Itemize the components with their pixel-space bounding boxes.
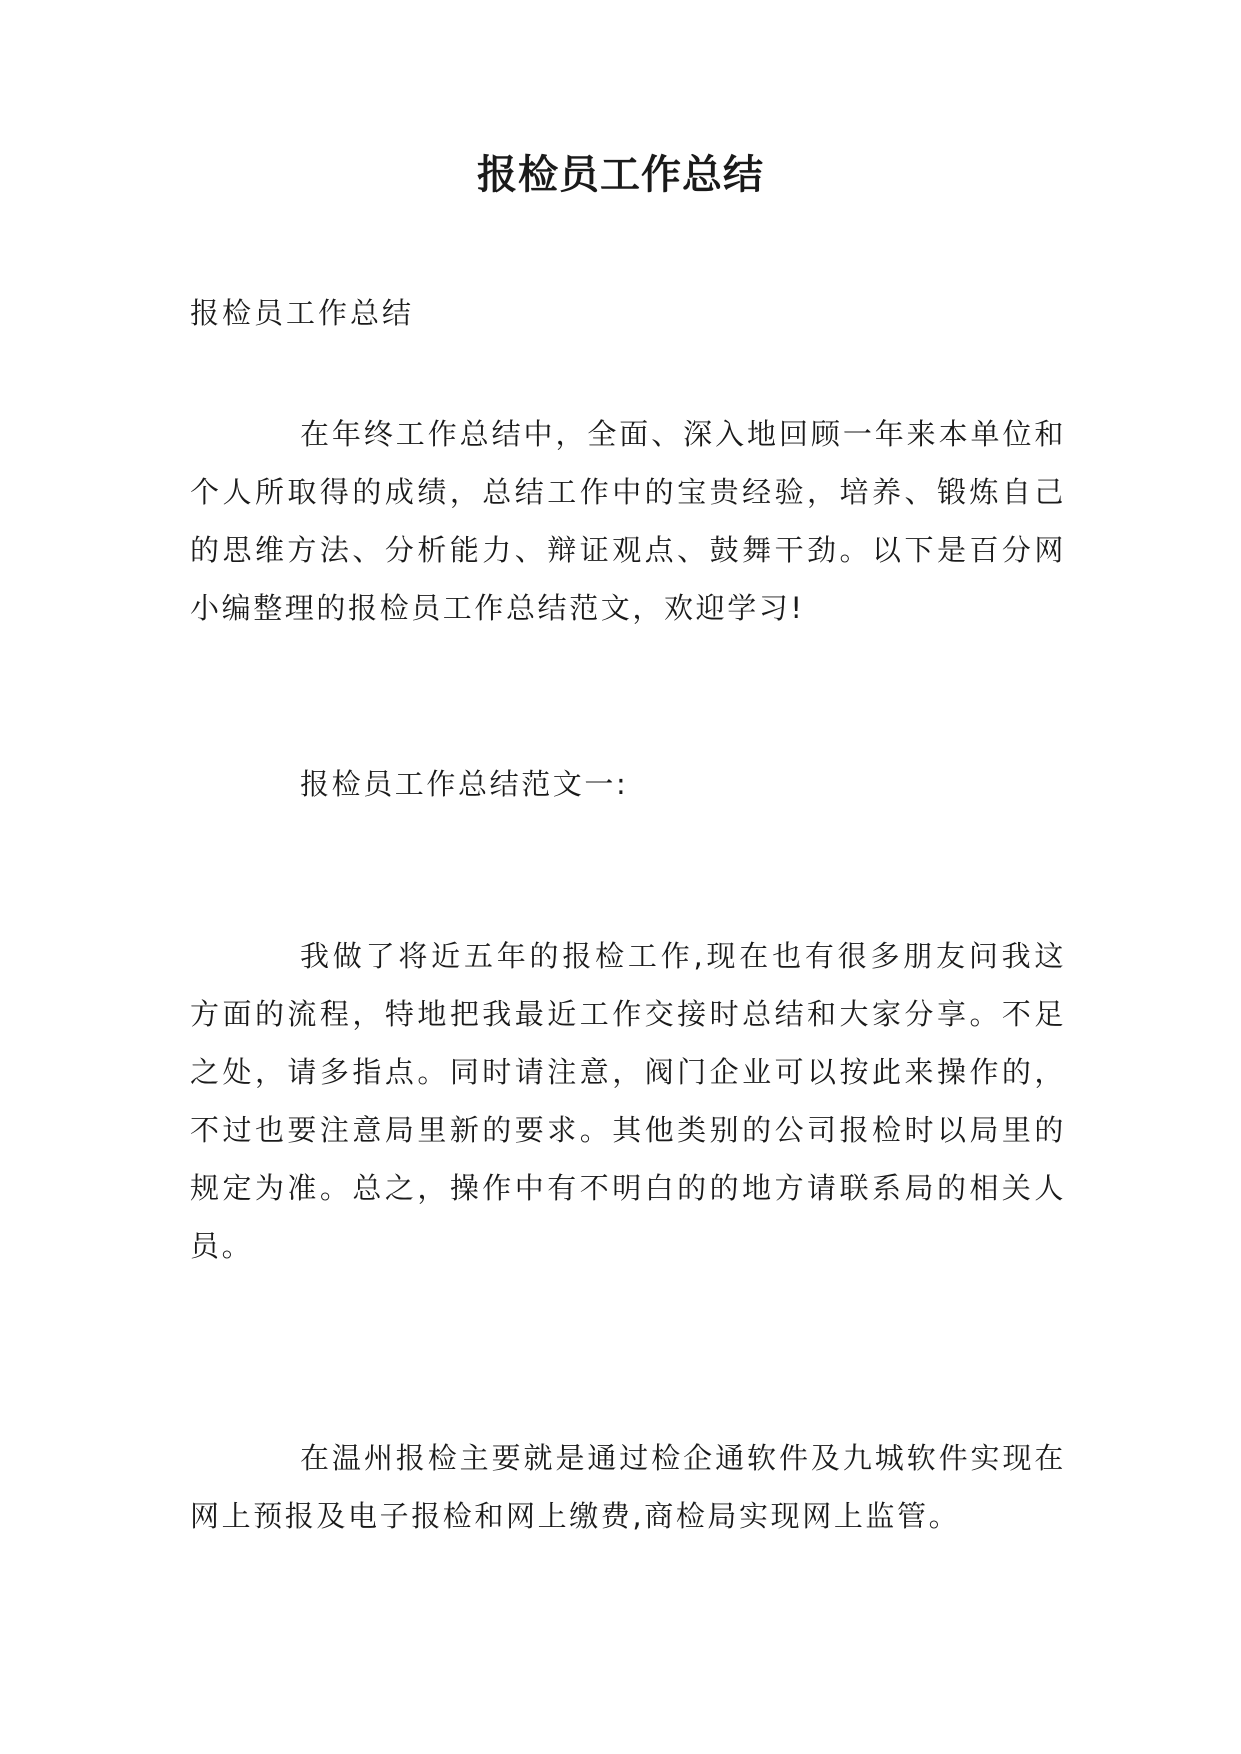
paragraph-experience: 我做了将近五年的报检工作,现在也有很多朋友问我这方面的流程，特地把我最近工作交接时总结和大家分享。不足之处，请多指点。同时请注意，阀门企业可以按此来操作的，不过也要注意局里新的要求。其他类别的公司报检时以局里的规定为准。总之，操作中有不明白的的地方请联系局的相关人员。 — [190, 939, 1066, 1263]
paragraph-wenzhou-process: 在温州报检主要就是通过检企通软件及九城软件实现在网上预报及电子报检和网上缴费,商检局实现网上监管。 — [190, 1441, 1066, 1533]
document-title: 报检员工作总结 — [477, 152, 764, 198]
paragraph-intro: 在年终工作总结中，全面、深入地回顾一年来本单位和个人所取得的成绩，总结工作中的宝贵经验，培养、锻炼自己的思维方法、分析能力、辩证观点、鼓舞干劲。以下是百分网小编整理的报检员工作总结范文，欢迎学习! — [190, 417, 1066, 625]
paragraph-heading-sample-one: 报检员工作总结范文一: — [300, 767, 629, 801]
document-subtitle: 报检员工作总结 — [190, 296, 415, 330]
